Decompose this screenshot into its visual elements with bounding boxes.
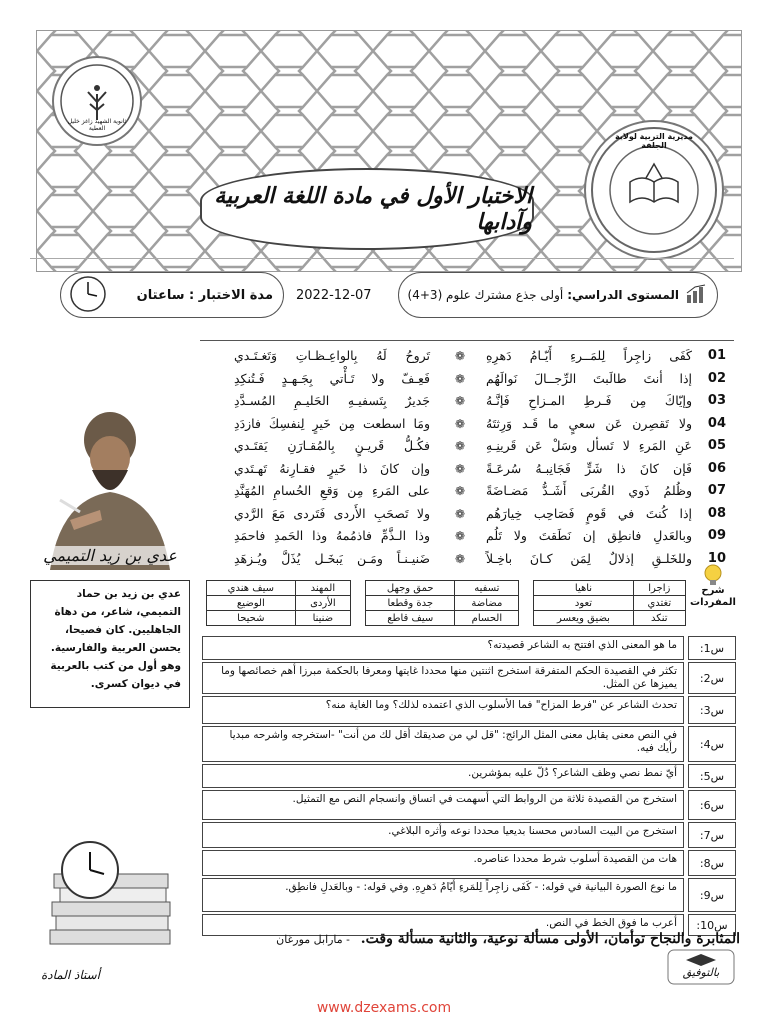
- question-text: تحدث الشاعر عن "فرط المزاح" فما الأسلوب الذي اعتمده لذلك؟ وما الغاية منه؟: [202, 696, 684, 724]
- verse-row: [234, 415, 726, 438]
- verse-second-hemistich: تَروحُ لَهُ بِالواعِـظـاتِ وَتَغـتَـدي: [234, 348, 430, 363]
- verse-first-hemistich: كَفَى زاجِراً لِلمَــرءِ أَيّـامُ دَهرِهِ: [486, 348, 692, 363]
- verse-first-hemistich: وبالعَدلِ فانطِق إن نَطَقتَ ولا تَلُم: [486, 528, 692, 543]
- verse-number: 01: [707, 348, 726, 363]
- verse-row: [234, 393, 726, 415]
- question-row: [202, 878, 736, 912]
- level-box: [398, 272, 718, 318]
- glossary-row: [207, 596, 686, 611]
- verse-first-hemistich: عَنِ المَرءِ لا تَسأل وسَلْ عَن قَرينِـهِ: [486, 438, 692, 453]
- verse-first-hemistich: إذا كُنتَ في قَومٍ فَصَاحِب خِيارَهُم: [486, 505, 692, 521]
- verse-row: [234, 550, 726, 573]
- question-row: [202, 662, 736, 694]
- glossary-word: الأردى: [295, 596, 350, 611]
- verse-number: 04: [707, 415, 726, 431]
- verse-row: [234, 370, 726, 393]
- question-row: [202, 790, 736, 820]
- motto-attribution: - مارابل مورغان: [276, 933, 350, 946]
- divider: [30, 258, 734, 259]
- exam-title: الاختبار الأول في مادة اللغة العربية وآدابها: [200, 168, 534, 250]
- ornament-icon: ❁: [454, 394, 466, 408]
- verse-first-hemistich: فَإن كانَ ذا شَرٍّ فَجَانِبـهُ سُرعَـةً: [486, 460, 692, 476]
- verse-first-hemistich: إذا أنتَ طالَبتَ الرِّجــالَ نَوالَهُم: [486, 370, 692, 386]
- glossary-gap: [519, 581, 534, 596]
- question-text: تكثر في القصيدة الحكم المتفرقة استخرج اثنتين منها محددا غايتها ومعرفا بالحكمة مبرزا أهم خصائصها وما يميزها عن المثل.: [202, 662, 684, 694]
- glossary-row: [207, 581, 686, 596]
- glossary-meaning: سيف قاطع: [366, 611, 455, 626]
- good-luck-text: بالتوفيق: [682, 966, 720, 979]
- verse-second-hemistich: وذا الـذَّمِّ فاذمُمهُ وذا الحَمدِ فاحمَدِ: [234, 528, 430, 543]
- school-logo-text: ثانوية الشهيد زاغز خليل العطية: [67, 118, 127, 132]
- ornament-icon: ❁: [454, 529, 466, 543]
- question-label: س7:: [688, 822, 736, 848]
- poet-name: عدي بن زيد التميمي: [30, 546, 190, 565]
- ornament-icon: ❁: [454, 416, 466, 431]
- poet-portrait: [30, 400, 190, 580]
- glossary-meaning: سيف هندي: [207, 581, 296, 596]
- glossary-word: زاجرا: [633, 581, 685, 596]
- verse-second-hemistich: على المَرءِ مِن وَقعِ الحُسامِ المُهَنَّدِ: [234, 483, 430, 498]
- verse-row: [234, 505, 726, 528]
- question-text: استخرج من القصيدة ثلاثة من الروابط التي أسهمت في اتساق وانسجام النص مع التمثيل.: [202, 790, 684, 820]
- verse-second-hemistich: ولا تَصحَبِ الأَردى فَتَردى مَعَ الرَّدي: [234, 505, 430, 521]
- duration-label: مدة الاختبار : ساعتان: [136, 287, 273, 303]
- level-value: أولى جذع مشترك علوم (3+4): [407, 288, 564, 302]
- verse-row: [234, 438, 726, 460]
- glossary-meaning: حمق وجهل: [366, 581, 455, 596]
- glossary-gap: [351, 611, 366, 626]
- ornament-icon: ❁: [454, 349, 466, 363]
- question-label: س2:: [688, 662, 736, 694]
- glossary-table: [206, 580, 686, 626]
- clock-icon: [65, 274, 111, 317]
- question-label: س5:: [688, 764, 736, 788]
- level-label: المستوى الدراسي:: [567, 288, 679, 302]
- question-text: أيّ نمط نصي وظف الشاعر؟ دُلّ عليه بمؤشرين.: [202, 764, 684, 788]
- motto-text: المثابرة والنجاح توأمان، الأولى مسألة نوعية، والثانية مسألة وقت.: [360, 931, 740, 947]
- ornament-icon: ❁: [454, 506, 466, 521]
- question-text: استخرج من البيت السادس محسنا بديعيا محددا نوعه وأثره البلاغي.: [202, 822, 684, 848]
- glossary-meaning: تعود: [534, 596, 633, 611]
- question-row: [202, 822, 736, 848]
- question-text: هات من القصيدة أسلوب شرط محددا عناصره.: [202, 850, 684, 876]
- verse-second-hemistich: فكُـلُّ قَريـنٍ بِالمُقـارَنِ يَقتَـدي: [234, 438, 430, 453]
- glossary-gap: [519, 611, 534, 626]
- site-url[interactable]: www.dzexams.com: [316, 1000, 452, 1016]
- motto: [260, 931, 740, 947]
- glossary-label: شرح المفردات: [690, 585, 736, 608]
- glossary-gap: [351, 596, 366, 611]
- question-row: [202, 636, 736, 660]
- question-row: [202, 764, 736, 788]
- verse-row: [234, 528, 726, 550]
- directorate-seal: [584, 120, 724, 260]
- verse-number: 08: [707, 505, 726, 521]
- verse-row: [234, 460, 726, 483]
- bar-chart-icon: [685, 283, 707, 308]
- verse-row: [234, 483, 726, 505]
- glossary-gap: [519, 596, 534, 611]
- verse-first-hemistich: ولا تَقصِرن عَن سعيٍ ما قَـد وَرِثتَهُ: [486, 415, 692, 431]
- verse-second-hemistich: ضَنيـنـاً ومَـن يَبخَـل يُذَلَّ ويُـزهَدِ: [234, 550, 430, 566]
- question-label: س9:: [688, 878, 736, 912]
- ornament-icon: ❁: [454, 371, 466, 386]
- question-label: س3:: [688, 696, 736, 724]
- ornament-icon: ❁: [454, 484, 466, 498]
- glossary-word: تنكد: [633, 611, 685, 626]
- divider: [200, 340, 734, 341]
- verse-number: 02: [707, 370, 726, 386]
- glossary-word: المهند: [295, 581, 350, 596]
- verse-first-hemistich: وظُلمُ ذَوي القُربَى أَشَـدُّ مَضـاضَةً: [486, 483, 692, 498]
- question-row: [202, 850, 736, 876]
- question-row: [202, 696, 736, 724]
- verse-first-hemistich: وللخَلـقِ إذلالٌ لِمَن كـانَ باخِـلاً: [486, 550, 692, 566]
- directorate-seal-text: مديرية التربية لولاية الجلفة: [615, 132, 693, 150]
- glossary-meaning: بضيق ويعسر: [534, 611, 633, 626]
- question-row: [202, 726, 736, 762]
- question-text: ما هو المعنى الذي افتتح به الشاعر قصيدته؟: [202, 636, 684, 660]
- question-label: س6:: [688, 790, 736, 820]
- question-text: أعرب ما فوق الخط في النص.: [202, 914, 684, 936]
- question-label: س4:: [688, 726, 736, 762]
- glossary-word: تسفيه: [455, 581, 519, 596]
- verse-second-hemistich: وإن كانَ ذا خَيرٍ فقـارِنهُ تَهـتَدي: [234, 460, 430, 476]
- glossary-meaning: جدة وقطعا: [366, 596, 455, 611]
- glossary-word: تغتدي: [633, 596, 685, 611]
- school-logo: [52, 56, 142, 146]
- question-text: في النص معنى يقابل معنى المثل الرائج: "قل لي من صديقك أقل لك من أنت" -استخرجه واشرحه مبديا رأيك فيه.: [202, 726, 684, 762]
- verse-number: 07: [707, 483, 726, 498]
- glossary-gap: [351, 581, 366, 596]
- poet-bio: عدي بن زيد بن حماد التميمي، شاعر، من دهاة الجاهليين. كان فصيحا، يحسن العربية والفارسية. وهو أول من كتب بالعربية في ديوان كسرى.: [30, 580, 190, 708]
- question-text: ما نوع الصورة البيانية في قوله: - كَفَى زاجِراً لِلمَرءِ أَيّامُ دَهرِهِ. وفي قوله: - وبالعَدلِ فانطِق.: [202, 878, 684, 912]
- verse-number: 10: [707, 550, 726, 566]
- duration-box: [60, 272, 284, 318]
- glossary-meaning: الوضيع: [207, 596, 296, 611]
- exam-date: 2022-12-07: [296, 288, 372, 303]
- glossary-word: ضنينا: [295, 611, 350, 626]
- verse-row: [234, 348, 726, 370]
- verse-number: 03: [707, 393, 726, 408]
- glossary-meaning: شحيحا: [207, 611, 296, 626]
- ornament-icon: ❁: [454, 461, 466, 476]
- ornament-icon: ❁: [454, 551, 466, 566]
- glossary-meaning: ناهيا: [534, 581, 633, 596]
- verse-first-hemistich: وإيّاكَ مِن فَـرطِ المـزاحِ فَإنَّـهُ: [486, 393, 692, 408]
- question-label: س8:: [688, 850, 736, 876]
- glossary-row: [207, 611, 686, 626]
- verse-number: 05: [707, 438, 726, 453]
- books-clock-illustration: [30, 840, 180, 960]
- glossary-word: الحسام: [455, 611, 519, 626]
- verse-second-hemistich: جَديرٌ بِتَسفيـهِ الحَليـمِ المُسـدَّدِ: [234, 393, 430, 408]
- teacher-signature: أستاذ المادة: [40, 968, 100, 982]
- ornament-icon: ❁: [454, 439, 466, 453]
- question-label: س1:: [688, 636, 736, 660]
- glossary-word: مضاضة: [455, 596, 519, 611]
- question-label: س10:: [688, 914, 736, 936]
- verse-second-hemistich: فَعِـفّ ولا تَـأْتي بِجَـهـدٍ فَـتُنكِدِ: [234, 370, 430, 386]
- verse-second-hemistich: ومَا اسطعت مِن خَيرٍ لِنفسِكَ فازدَدِ: [234, 415, 430, 431]
- verse-number: 06: [707, 460, 726, 476]
- verse-number: 09: [707, 528, 726, 543]
